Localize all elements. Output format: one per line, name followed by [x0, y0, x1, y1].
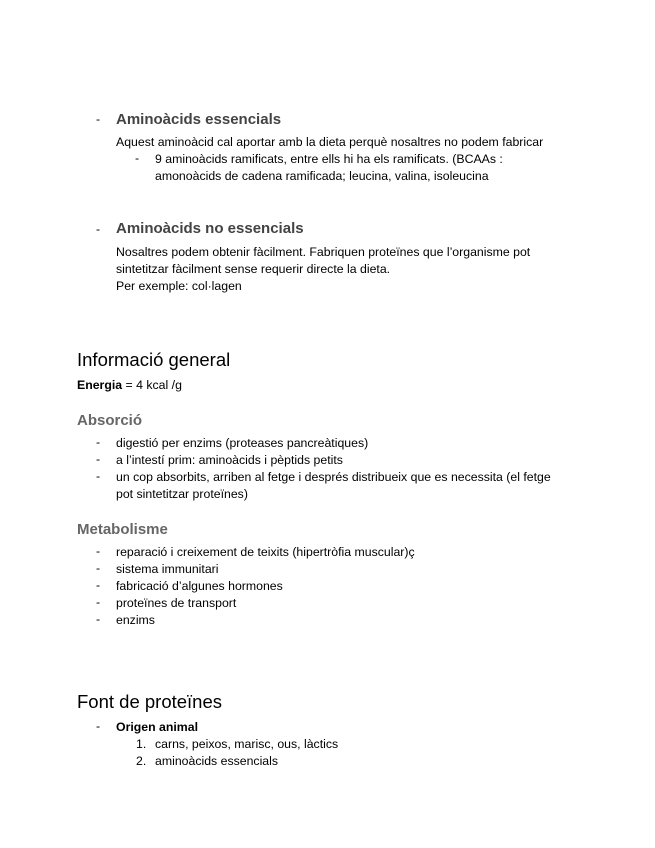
absorcio-item3-line1: un cop absorbits, arriben al fetge i després distribueix que es necessita (el fetge: [116, 470, 551, 484]
metabolisme-item2: sistema immunitari: [116, 562, 219, 576]
essential-heading: Aminoàcids essencials: [116, 111, 282, 128]
energy-label: Energia: [77, 378, 123, 392]
energy-line: [77, 377, 182, 394]
metabolisme-item4: proteïnes de transport: [116, 596, 237, 610]
bullet-dash: -: [96, 452, 101, 466]
energy-value: = 4 kcal /g: [122, 378, 182, 392]
absorcio-item1: digestió per enzims (proteases pancreàtiques): [116, 436, 369, 450]
essential-subitem-line2: amonoàcids de cadena ramificada; leucina, valina, isoleucina: [155, 169, 489, 183]
metabolisme-item5: enzims: [116, 613, 155, 627]
font-num2: 2.: [136, 754, 147, 768]
font-origin: Origen animal: [116, 720, 199, 734]
metabolisme-title: Metabolisme: [77, 521, 168, 538]
font-title: Font de proteïnes: [77, 691, 223, 712]
font-item2: aminoàcids essencials: [155, 754, 279, 768]
bullet-dash: -: [96, 222, 101, 236]
font-num1: 1.: [136, 737, 147, 751]
absorcio-title: Absorció: [77, 412, 143, 429]
bullet-dash: -: [96, 561, 101, 575]
bullet-dash: -: [96, 112, 101, 126]
essential-text: Aquest aminoàcid cal aportar amb la dieta perquè nosaltres no podem fabricar: [116, 135, 544, 149]
non-essential-line3: Per exemple: col·lagen: [116, 279, 242, 293]
non-essential-line2: sintetitzar fàcilment sense requerir directe la dieta.: [116, 262, 391, 276]
bullet-dash: -: [135, 151, 140, 165]
bullet-dash: -: [96, 578, 101, 592]
bullet-dash: -: [96, 612, 101, 626]
font-item1: carns, peixos, marisc, ous, làctics: [155, 737, 339, 751]
bullet-dash: -: [96, 544, 101, 558]
metabolisme-item1: reparació i creixement de teixits (hipertròfia muscular)ç: [116, 545, 415, 559]
non-essential-heading: Aminoàcids no essencials: [116, 220, 304, 237]
bullet-dash: -: [96, 435, 101, 449]
non-essential-line1: Nosaltres podem obtenir fàcilment. Fabriquen proteïnes que l’organisme pot: [116, 245, 531, 259]
bullet-dash: -: [96, 469, 101, 483]
absorcio-item2: a l’intestí prim: aminoàcids i pèptids petits: [116, 453, 343, 467]
bullet-dash: -: [96, 595, 101, 609]
info-title: Informació general: [77, 349, 231, 370]
metabolisme-item3: fabricació d’algunes hormones: [116, 579, 283, 593]
essential-subitem-line1: 9 aminoàcids ramificats, entre ells hi ha els ramificats. (BCAAs :: [155, 152, 503, 166]
absorcio-item3-line2: pot sintetitzar proteïnes): [116, 487, 248, 501]
bullet-dash: -: [96, 719, 101, 733]
